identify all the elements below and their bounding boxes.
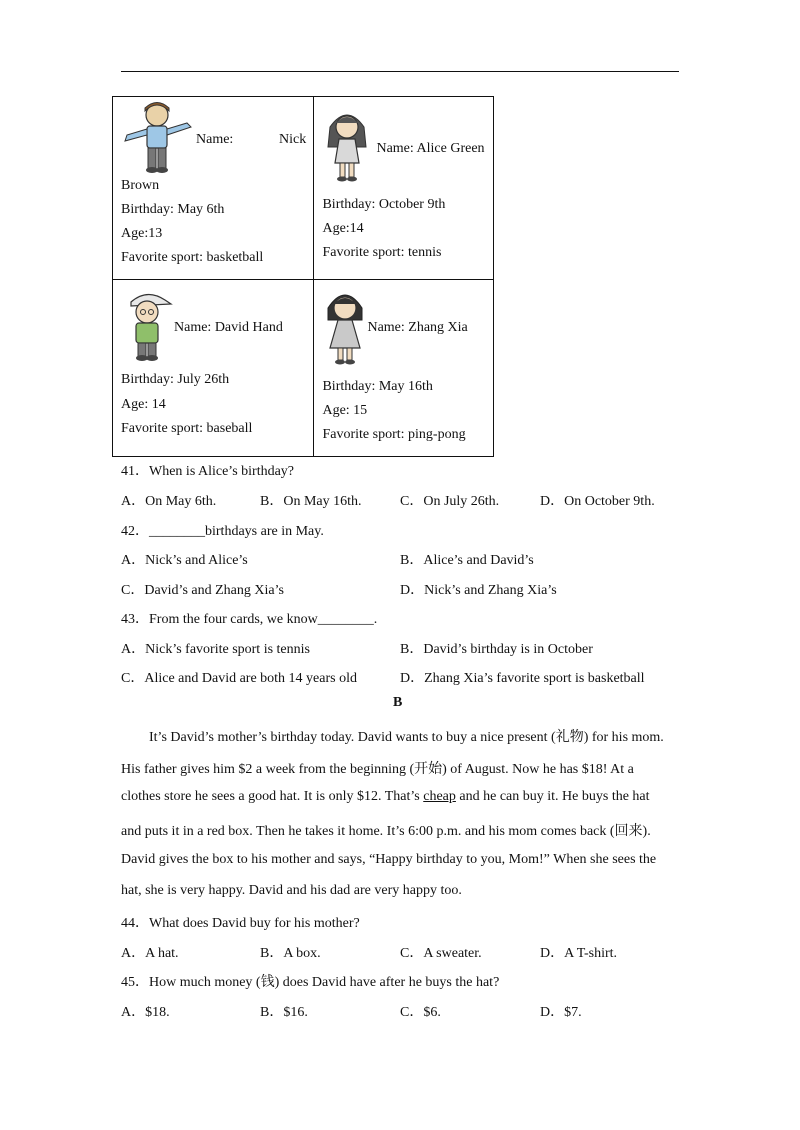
passage-line-3 — [121, 789, 679, 805]
question-41: 41．When is Alice’s birthday? — [121, 464, 295, 479]
q42-option-b: B．Alice’s and David’s — [400, 553, 534, 568]
card-name: Name: David Hand — [174, 320, 283, 335]
card-name-continued: Brown — [121, 178, 160, 193]
q43-option-d: D．Zhang Xia’s favorite sport is basketball — [400, 671, 645, 686]
underlined-word-cheap: cheap — [423, 789, 456, 804]
card-sport: Favorite sport: tennis — [322, 245, 442, 260]
card-david — [113, 280, 314, 457]
card-name: Name: Alice Green — [376, 141, 485, 156]
card-sport: Favorite sport: basketball — [121, 250, 264, 265]
card-age: Age:13 — [121, 226, 163, 241]
passage-line-5: David gives the box to his mother and says, “Happy birthday to you, Mom!” When she sees the — [121, 852, 657, 867]
passage-line-4: and puts it in a red box. Then he takes it home. It’s 6:00 p.m. and his mom comes back (回来). — [121, 824, 651, 839]
card-birthday: Birthday: October 9th — [322, 197, 446, 212]
card-sport: Favorite sport: baseball — [121, 421, 253, 436]
card-sport: Favorite sport: ping-pong — [322, 427, 466, 442]
card-age: Age: 15 — [322, 403, 368, 418]
card-alice — [314, 97, 494, 280]
card-birthday: Birthday: July 26th — [121, 372, 230, 387]
header-rule — [121, 71, 679, 72]
q41-option-b: B．On May 16th. — [260, 494, 362, 509]
q41-option-c: C．On July 26th. — [400, 494, 500, 509]
q44-option-b: B．A box. — [260, 946, 321, 961]
card-birthday: Birthday: May 16th — [322, 379, 433, 394]
card-name-label: Name: — [196, 132, 234, 147]
q45-option-c: C．$6. — [400, 1005, 441, 1020]
passage-line-1: It’s David’s mother’s birthday today. David wants to buy a nice present (礼物) for his mom. — [149, 730, 664, 745]
question-44: 44．What does David buy for his mother? — [121, 916, 360, 931]
question-45: 45．How much money (钱) does David have after he buys the hat? — [121, 975, 500, 990]
card-name-value: Nick — [279, 132, 307, 147]
passage-line-6: hat, she is very happy. David and his dad are very happy too. — [121, 883, 462, 898]
q45-option-d: D．$7. — [540, 1005, 582, 1020]
boy-avatar-icon — [119, 101, 195, 175]
card-zhang-xia — [314, 280, 494, 457]
question-43: 43．From the four cards, we know________. — [121, 612, 378, 627]
q42-option-d: D．Nick’s and Zhang Xia’s — [400, 583, 557, 598]
boy-cap-avatar-icon — [119, 290, 175, 362]
girl-avatar-icon — [322, 107, 372, 185]
q43-option-a: A．Nick’s favorite sport is tennis — [121, 642, 310, 657]
q43-option-c: C．Alice and David are both 14 years old — [121, 671, 357, 686]
q41-option-d: D．On October 9th. — [540, 494, 655, 509]
q41-option-a: A．On May 6th. — [121, 494, 217, 509]
q44-option-a: A．A hat. — [121, 946, 179, 961]
passage-line-3-start: clothes store he sees a good hat. It is only $12. That’s — [121, 789, 424, 804]
profile-cards-table — [112, 96, 494, 457]
q45-option-a: A．$18. — [121, 1005, 170, 1020]
q42-option-a: A．Nick’s and Alice’s — [121, 553, 248, 568]
card-birthday: Birthday: May 6th — [121, 202, 225, 217]
card-nick — [113, 97, 314, 280]
girl-dress-avatar-icon — [320, 286, 370, 368]
q44-option-d: D．A T-shirt. — [540, 946, 618, 961]
question-42: 42．________birthdays are in May. — [121, 524, 324, 539]
q45-option-b: B．$16. — [260, 1005, 308, 1020]
card-age: Age:14 — [322, 221, 364, 236]
card-age: Age: 14 — [121, 397, 166, 412]
passage-line-2: His father gives him $2 a week from the beginning (开始) of August. Now he has $18! At a — [121, 762, 634, 777]
card-name: Name: Zhang Xia — [367, 320, 468, 335]
q43-option-b: B．David’s birthday is in October — [400, 642, 593, 657]
passage-line-3-end: and he can buy it. He buys the hat — [455, 789, 650, 804]
section-b-heading: B — [393, 695, 403, 710]
q44-option-c: C．A sweater. — [400, 946, 482, 961]
q42-option-c: C．David’s and Zhang Xia’s — [121, 583, 284, 598]
